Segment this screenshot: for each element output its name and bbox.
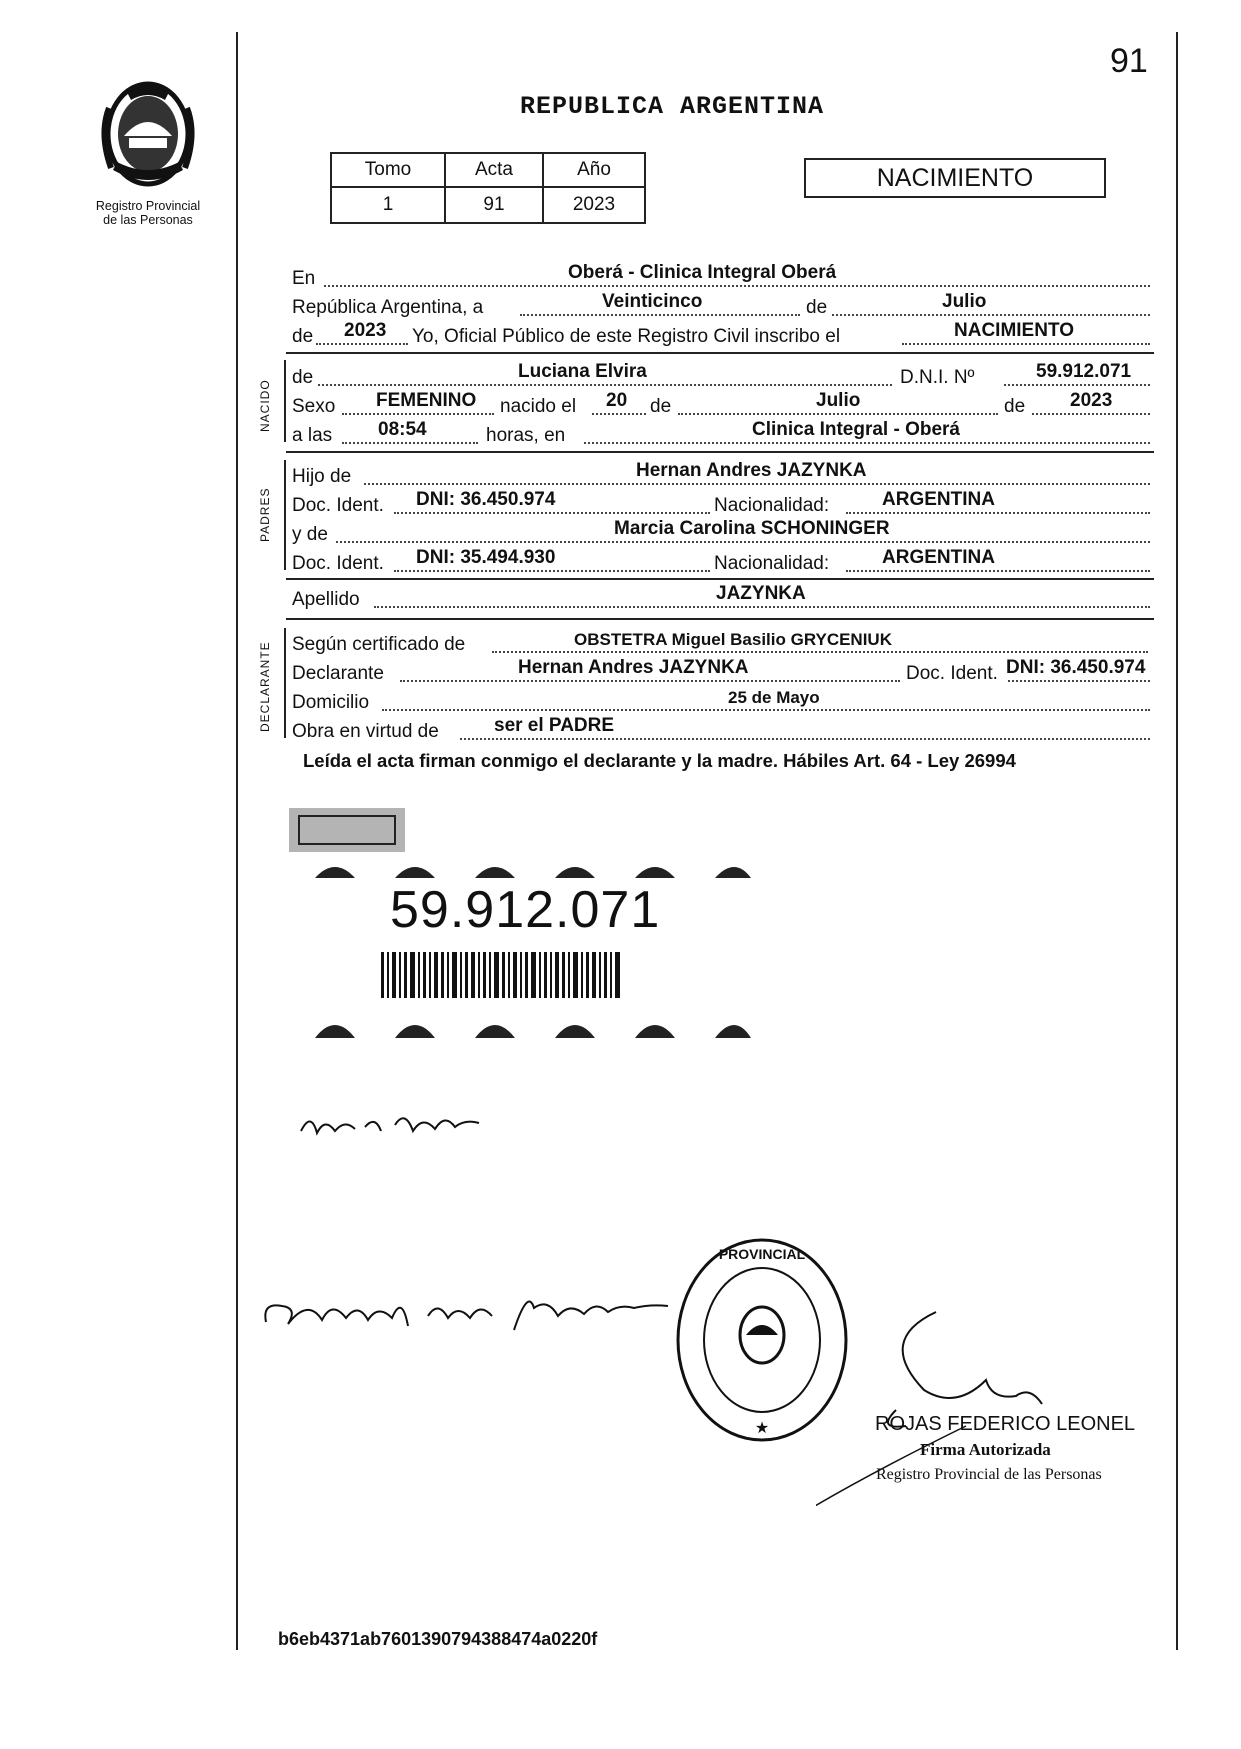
- closing-note: Leída el acta firman conmigo el declarante y la madre. Hábiles Art. 64 - Ley 26994: [303, 750, 1016, 771]
- nombre-padre: Hernan Andres JAZYNKA: [636, 460, 867, 481]
- anio-acta: 2023: [344, 320, 387, 341]
- official-signature-image: [816, 1300, 1116, 1520]
- document-hash: b6eb4371ab7601390794388474a0220f: [278, 1629, 598, 1649]
- anio-nacimiento: 2023: [1070, 390, 1113, 411]
- official-role: Firma Autorizada: [920, 1440, 1051, 1459]
- svg-text:★: ★: [754, 1420, 770, 1437]
- dia-acta: Veinticinco: [602, 291, 703, 312]
- barcode-number: 59.912.071: [390, 881, 661, 939]
- row-republica: República Argentina, a Veinticinco de Julio: [292, 293, 1152, 319]
- logo-caption-line2: de las Personas: [103, 213, 193, 227]
- row-en: [292, 264, 1152, 290]
- section-label-nacido: NACIDO: [258, 379, 272, 432]
- acta-value-anio: 2023: [543, 187, 645, 223]
- nombre-nacido: Luciana Elvira: [518, 361, 647, 382]
- apellido-value: JAZYNKA: [716, 583, 806, 604]
- right-margin-line: [1176, 32, 1178, 1650]
- domicilio-declarante: 25 de Mayo: [728, 688, 820, 707]
- dni-nacido: 59.912.071: [1036, 361, 1132, 382]
- obra-en-virtud: ser el PADRE: [494, 715, 615, 736]
- row-obra: Obra en virtud de ser el PADRE: [292, 717, 1152, 743]
- svg-text:PROVINCIAL: PROVINCIAL: [718, 1246, 806, 1262]
- section-label-padres: PADRES: [258, 487, 272, 542]
- fingerprint-row-bottom: [315, 1025, 751, 1038]
- lugar-acta: Oberá - Clinica Integral Oberá: [568, 262, 837, 283]
- acto-inscripto: NACIMIENTO: [954, 320, 1074, 341]
- record-type-box: NACIMIENTO: [804, 158, 1106, 198]
- nombre-madre: Marcia Carolina SCHONINGER: [614, 518, 890, 539]
- misiones-seal-icon: [89, 78, 207, 190]
- row-certificado: Según certificado de OBSTETRA Miguel Basilio GRYCENIUK: [292, 630, 1152, 656]
- en-label: En: [292, 268, 316, 289]
- acta-header-anio: Año: [543, 153, 645, 187]
- acta-value-tomo: 1: [331, 187, 445, 223]
- acta-value-acta: 91: [445, 187, 543, 223]
- row-madre-doc: Doc. Ident. DNI: 35.494.930 Nacionalidad: ARGENTINA: [292, 549, 1152, 575]
- acta-header-tomo: Tomo: [331, 153, 445, 187]
- hora-nacimiento: 08:54: [378, 419, 427, 440]
- row-madre: y de Marcia Carolina SCHONINGER: [292, 520, 1152, 546]
- row-domicilio: Domicilio 25 de Mayo: [292, 688, 1152, 714]
- left-margin-line: [236, 32, 238, 1650]
- nacionalidad-madre: ARGENTINA: [882, 547, 995, 568]
- dia-nacimiento: 20: [606, 390, 628, 411]
- section-label-declarante: DECLARANTE: [258, 641, 272, 732]
- row-yo: de 2023 Yo, Oficial Público de este Registro Civil inscribo el NACIMIENTO: [292, 322, 1152, 348]
- row-nacido-sexo: Sexo FEMENINO nacido el 20 de Julio de 2023: [292, 392, 1152, 418]
- logo-caption-line1: Registro Provincial: [95, 199, 201, 213]
- mes-nacimiento: Julio: [816, 390, 861, 411]
- acta-header-acta: Acta: [445, 153, 543, 187]
- fingerprint-row-top: [315, 867, 751, 878]
- barcode-icon: [381, 952, 620, 998]
- row-nacido-nombre: de Luciana Elvira D.N.I. Nº 59.912.071: [292, 363, 1152, 389]
- nombre-declarante: Hernan Andres JAZYNKA: [518, 657, 749, 678]
- stamp-smudge: [289, 808, 405, 852]
- nacionalidad-padre: ARGENTINA: [882, 489, 995, 510]
- row-padre: Hijo de Hernan Andres JAZYNKA: [292, 462, 1152, 488]
- country-title: REPUBLICA ARGENTINA: [520, 92, 825, 121]
- registry-logo: [88, 78, 208, 227]
- page-number: 91: [1110, 42, 1148, 80]
- row-declarante: Declarante Hernan Andres JAZYNKA Doc. Ident. DNI: 36.450.974: [292, 659, 1152, 685]
- sexo-nacido: FEMENINO: [376, 390, 477, 411]
- official-name: ROJAS FEDERICO LEONEL: [875, 1413, 1136, 1435]
- doc-madre: DNI: 35.494.930: [416, 547, 556, 568]
- madre-signature-image: [258, 1278, 678, 1348]
- row-apellido: Apellido JAZYNKA: [292, 585, 1152, 611]
- padre-signature-image: [295, 1105, 485, 1145]
- mes-acta: Julio: [942, 291, 987, 312]
- lugar-nacimiento: Clinica Integral - Oberá: [752, 419, 960, 440]
- official-organization: Registro Provincial de las Personas: [876, 1466, 1102, 1483]
- doc-declarante: DNI: 36.450.974: [1006, 657, 1146, 678]
- acta-table: [330, 152, 646, 224]
- logo-caption: [88, 199, 208, 227]
- certificado-de: OBSTETRA Miguel Basilio GRYCENIUK: [574, 630, 892, 649]
- row-nacido-hora: a las 08:54 horas, en Clinica Integral - Oberá: [292, 421, 1152, 447]
- doc-padre: DNI: 36.450.974: [416, 489, 556, 510]
- row-padre-doc: Doc. Ident. DNI: 36.450.974 Nacionalidad: ARGENTINA: [292, 491, 1152, 517]
